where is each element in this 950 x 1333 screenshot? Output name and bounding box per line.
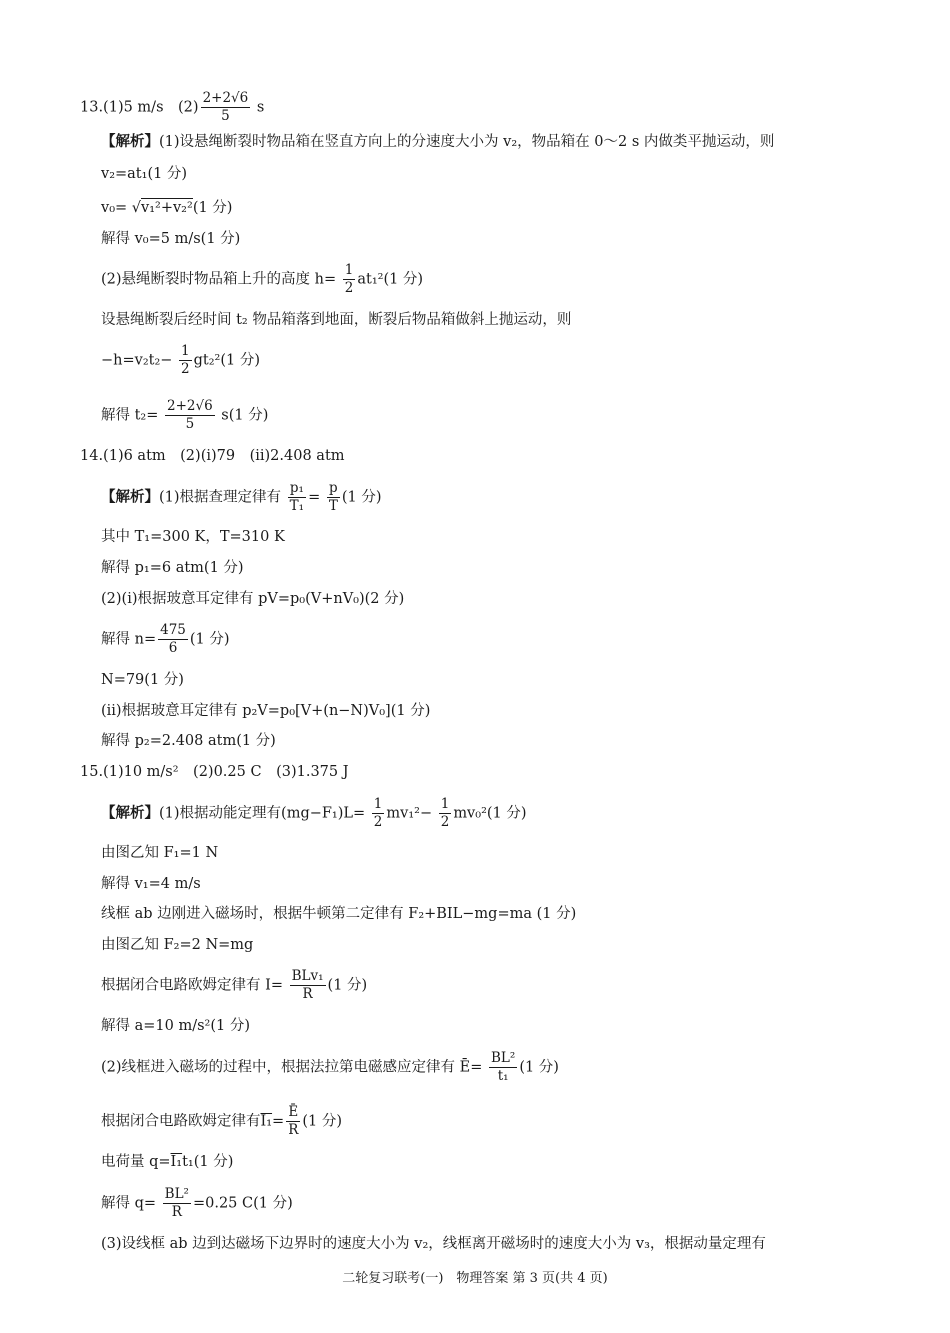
fraction: $\frac{Ē}{R}$ xyxy=(288,1104,299,1138)
fraction: $\frac{\text{BL²}}{\text{t₁}}$ xyxy=(491,1050,516,1084)
fraction: $\frac{475}{6}$ xyxy=(160,622,186,656)
q14-analysis-line-6: N=79(1 分) xyxy=(101,672,184,688)
q13-analysis-line-7: −h=v₂t₂− $\frac{1}{2}$ gt₂²(1 分) xyxy=(101,343,261,377)
q13-analysis-line-6: 设悬绳断裂后经时间 t₂ 物品箱落到地面，断裂后物品箱做斜上抛运动，则 xyxy=(101,312,572,328)
q13-analysis-line-3: v₀= √v₁²+v₂²(1 分) xyxy=(101,200,233,216)
q13-analysis-line-5: (2)悬绳断裂时物品箱上升的高度 h= $\frac{1}{2}$ at₁²(1 分) xyxy=(101,262,424,296)
fraction: $\frac{2+2√6}{5}$ xyxy=(167,398,213,432)
q13-answer-line: 13.(1)5 m/s (2) $\frac{2+2√6}{5}$ s xyxy=(80,90,265,124)
q15-analysis-line-3: 解得 v₁=4 m/s xyxy=(101,876,201,892)
q15-analysis-line-1: 【解析】(1)根据动能定理有(mg−F₁)L= $\frac{1}{2}$ mv₁²− $\frac{1}{2}$ mv₀²(1 分) xyxy=(101,796,527,830)
q14-analysis-line-7: (ⅱ)根据玻意耳定律有 p₂V=p₀[V+(n−N)V₀](1 分) xyxy=(101,703,431,719)
fraction: $\frac{p}{T}$ xyxy=(328,480,338,514)
q15-analysis-line-5: 由图乙知 F₂=2 N=mg xyxy=(101,937,254,953)
fraction: $\frac{\text{BL²}}{R}$ xyxy=(164,1186,189,1220)
q13-analysis-line-4: 解得 v₀=5 m/s(1 分) xyxy=(101,231,241,247)
q15-analysis-line-11: 解得 q= $\frac{\text{BL²}}{R}$ =0.25 C(1 分) xyxy=(101,1186,293,1220)
q13-analysis-line-8: 解得 t₂= $\frac{2+2√6}{5}$ s(1 分) xyxy=(101,398,269,432)
q15-analysis-line-12: (3)设线框 ab 边到达磁场下边界时的速度大小为 v₂，线框离开磁场时的速度大小为 v₃，根据动量定理有 xyxy=(101,1236,766,1252)
q14-analysis-line-2: 其中 T₁=300 K，T=310 K xyxy=(101,529,285,545)
q15-analysis-line-6: 根据闭合电路欧姆定律有 I= $\frac{\text{BLv₁}}{R}$ (1 分) xyxy=(101,968,368,1002)
q13-analysis-line-1: 【解析】(1)设悬绳断裂时物品箱在竖直方向上的分速度大小为 v₂，物品箱在 0～2 s 内做类平抛运动，则 xyxy=(101,133,775,150)
q13-answer-fraction: $\frac{2+2√6}{5}$ xyxy=(202,90,249,124)
fraction: $\frac{1}{2}$ xyxy=(181,343,190,377)
q15-analysis-line-4: 线框 ab 边刚进入磁场时，根据牛顿第二定律有 F₂+BIL−mg=ma (1 分) xyxy=(101,906,577,922)
q14-analysis-line-1: 【解析】(1)根据查理定律有 $\frac{\text{p₁}}{\text{T₁}}$ = $\frac{p}{T}$ (1 分) xyxy=(101,480,382,514)
q14-analysis-line-5: 解得 n= $\frac{475}{6}$ (1 分) xyxy=(101,622,230,656)
q14-answer-line: 14.(1)6 atm (2)(ⅰ)79 (ⅱ)2.408 atm xyxy=(80,448,345,464)
q15-analysis-line-10: 电荷量 q=I₁t₁(1 分) xyxy=(101,1154,234,1170)
fraction: $\frac{\text{p₁}}{\text{T₁}}$ xyxy=(289,480,305,514)
fraction: $\frac{1}{2}$ xyxy=(344,262,354,296)
q15-analysis-line-7: 解得 a=10 m/s²(1 分) xyxy=(101,1018,250,1034)
analysis-tag: 【解析】 xyxy=(101,133,159,150)
q15-analysis-line-8: (2)线框进入磁场的过程中，根据法拉第电磁感应定律有 Ē= $\frac{\text{BL²}}{\text{t₁}}$ (1 分) xyxy=(101,1050,559,1084)
q15-analysis-line-2: 由图乙知 F₁=1 N xyxy=(101,845,219,861)
fraction: $\frac{1}{2}$ xyxy=(373,796,383,830)
page-footer: 二轮复习联考(一) 物理答案 第 3 页(共 4 页) xyxy=(342,1271,608,1286)
q15-answer-line: 15.(1)10 m/s² (2)0.25 C (3)1.375 J xyxy=(80,764,349,780)
q14-analysis-line-8: 解得 p₂=2.408 atm(1 分) xyxy=(101,733,276,749)
fraction: $\frac{1}{2}$ xyxy=(440,796,450,830)
q13-analysis-line-2: v₂=at₁(1 分) xyxy=(101,166,188,182)
q13-answer: 13.(1)5 m/s (2) xyxy=(80,99,199,116)
q15-analysis-line-9: 根据闭合电路欧姆定律有I₁= $\frac{Ē}{R}$ (1 分) xyxy=(101,1104,343,1138)
fraction: $\frac{\text{BLv₁}}{R}$ xyxy=(291,968,324,1002)
q14-analysis-line-3: 解得 p₁=6 atm(1 分) xyxy=(101,560,244,576)
analysis-tag: 【解析】 xyxy=(101,804,159,822)
analysis-tag: 【解析】 xyxy=(101,488,159,506)
q14-analysis-line-4: (2)(ⅰ)根据玻意耳定律有 pV=p₀(V+nV₀)(2 分) xyxy=(101,591,405,607)
